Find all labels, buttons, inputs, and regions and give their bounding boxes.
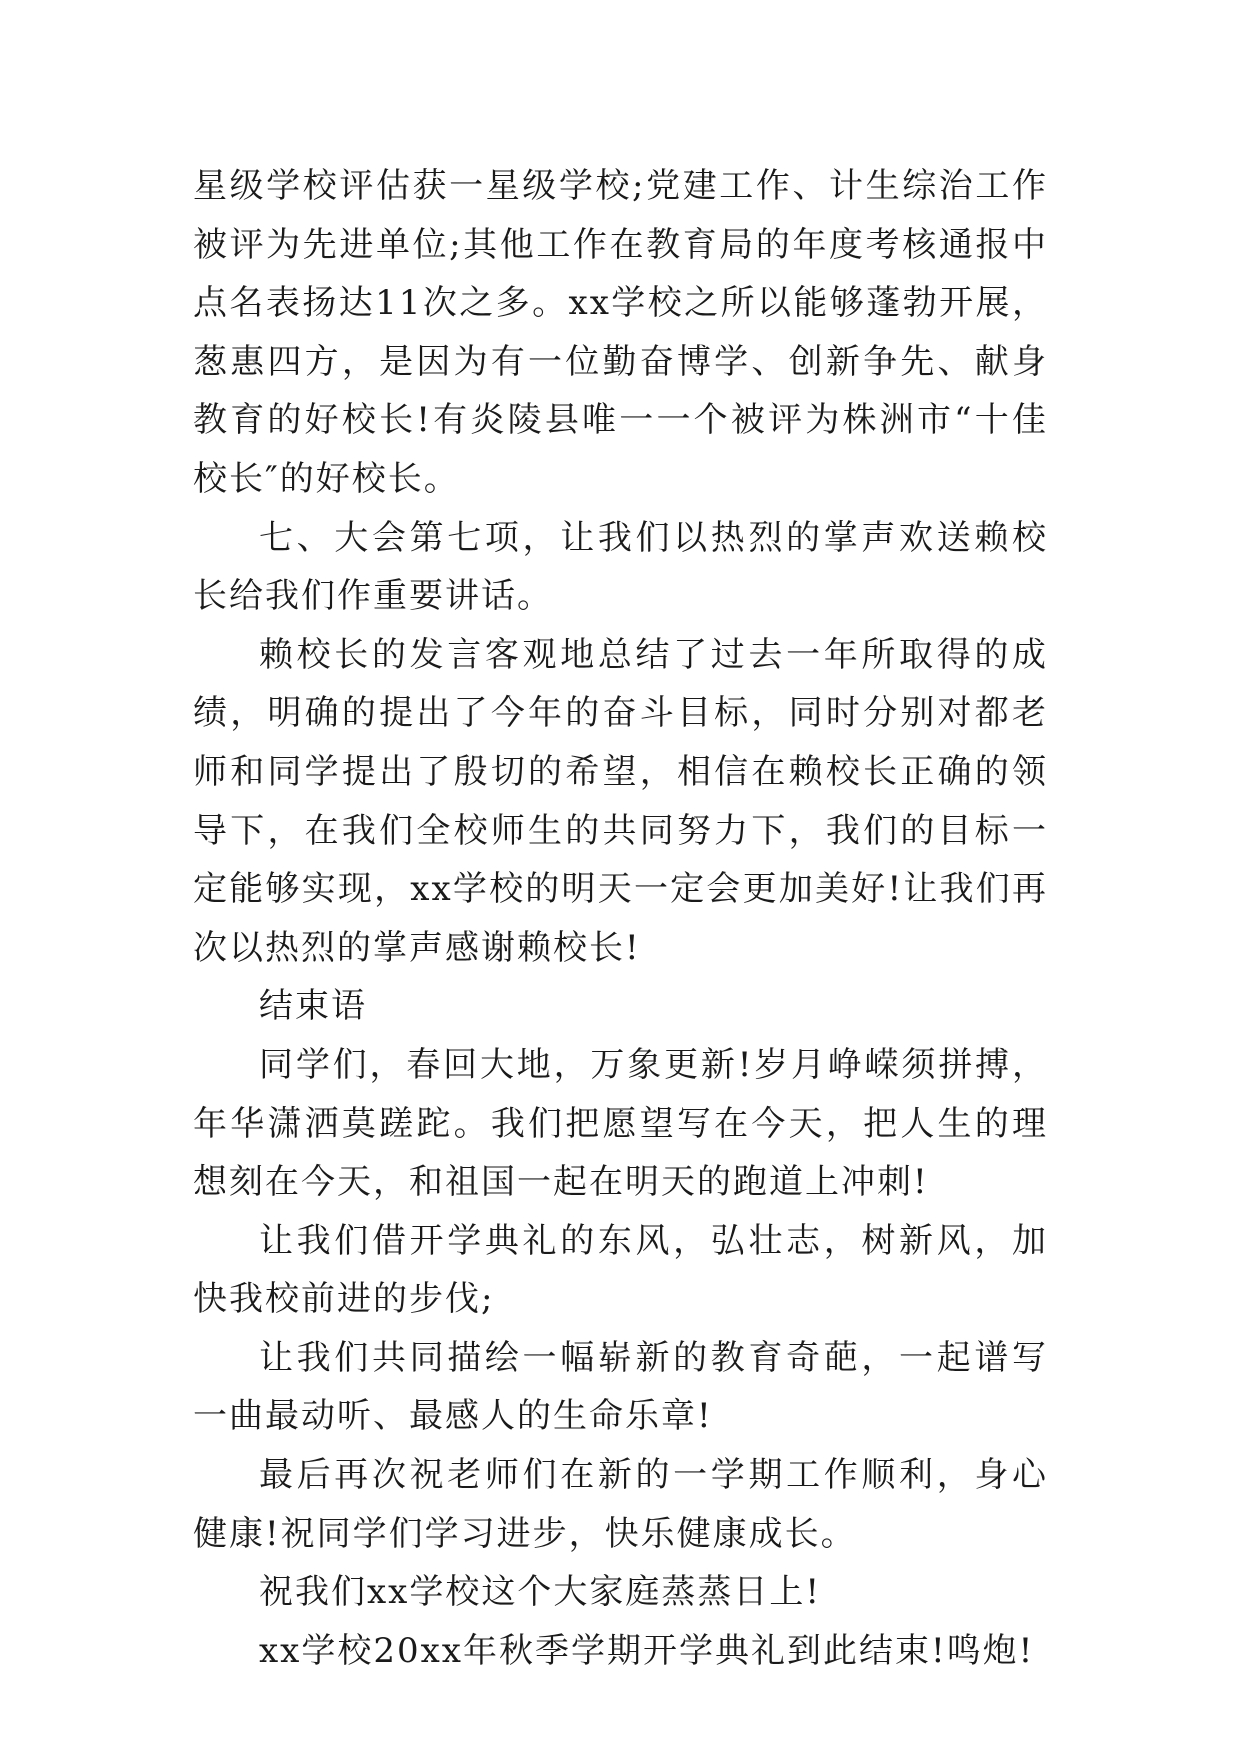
paragraph-1: 星级学校评估获一星级学校;党建工作、计生综治工作被评为先进单位;其他工作在教育局的年度考核通报中点名表扬达11次之多。xx学校之所以能够蓬勃开展，葱惠四方，是因为有一位勤奋博学、创新争先、献身教育的好校长!有炎陵县唯一一个被评为株洲市“十佳校长″的好校长。 xyxy=(193,166,1048,499)
paragraph-3: 赖校长的发言客观地总结了过去一年所取得的成绩，明确的提出了今年的奋斗目标，同时分别对都老师和同学提出了殷切的希望，相信在赖校长正确的领导下，在我们全校师生的共同努力下，我们的目标一定能够实现，xx学校的明天一定会更加美好!让我们再次以热烈的掌声感谢赖校长! xyxy=(193,634,1048,968)
paragraph-8: 最后再次祝老师们在新的一学期工作顺利，身心健康!祝同学们学习进步，快乐健康成长。 xyxy=(193,1455,1048,1554)
paragraph-5: 同学们，春回大地，万象更新!岁月峥嵘须拼搏，年华潇洒莫蹉跎。我们把愿望写在今天，把人生的理想刻在今天，和祖国一起在明天的跑道上冲刺! xyxy=(193,1044,1048,1203)
document-body xyxy=(193,157,1048,1680)
paragraph-7: 让我们共同描绘一幅崭新的教育奇葩，一起谱写一曲最动听、最感人的生命乐章! xyxy=(193,1337,1048,1437)
paragraph-10: xx学校20xx年秋季学期开学典礼到此结束!鸣炮! xyxy=(259,1630,1035,1671)
section-heading-closing: 结束语 xyxy=(259,986,367,1027)
paragraph-2: 七、大会第七项，让我们以热烈的掌声欢送赖校长给我们作重要讲话。 xyxy=(193,517,1048,617)
paragraph-6: 让我们借开学典礼的东风，弘壮志，树新风，加快我校前进的步伐; xyxy=(193,1220,1048,1320)
paragraph-9: 祝我们xx学校这个大家庭蒸蒸日上! xyxy=(259,1572,822,1613)
